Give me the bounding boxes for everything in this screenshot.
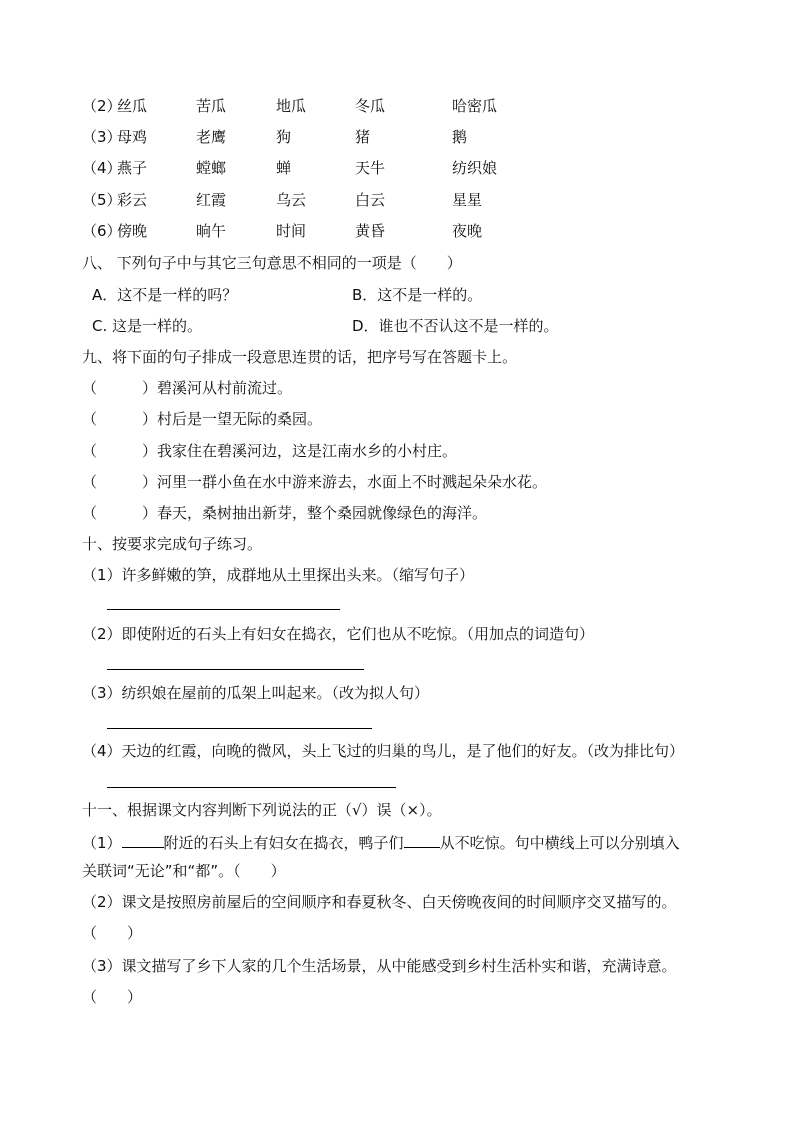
word: 苦瓜 (196, 97, 227, 115)
q8-title: 八、 下列句子中与其它三句意思不相同的一项是（ ） (82, 254, 462, 272)
answer-line[interactable] (107, 728, 372, 729)
word: 丝瓜 (117, 97, 148, 115)
q10-item: （1）许多鲜嫩的笋，成群地从土里探出头来。（缩写句子） (82, 566, 475, 584)
word: 鹅 (452, 128, 468, 146)
row-number: （6） (82, 222, 122, 240)
word: 星星 (452, 191, 483, 209)
word: 红霞 (196, 191, 227, 209)
q9-item: （ ）春天，桑树抽出新芽，整个桑园就像绿色的海洋。 (82, 504, 488, 522)
word: 夜晚 (452, 222, 483, 240)
word: 天牛 (355, 159, 386, 177)
q11-item-2: （2）课文是按照房前屋后的空间顺序和春夏秋冬、白天傍晚夜间的时间顺序交叉描写的。 (82, 893, 677, 911)
q9-item: （ ）河里一群小鱼在水中游来游去，水面上不时溅起朵朵水花。 (82, 473, 548, 491)
item-text: 附近的石头上有妇女在捣衣，鸭子们 (163, 834, 404, 852)
word: 时间 (276, 222, 307, 240)
q9-item: （ ）碧溪河从村前流过。 (82, 379, 293, 397)
word: 纺织娘 (452, 159, 498, 177)
answer-line[interactable] (107, 669, 364, 670)
word: 螳螂 (196, 159, 227, 177)
q10-title: 十、按要求完成句子练习。 (82, 535, 263, 553)
word: 猪 (355, 128, 371, 146)
word: 彩云 (117, 191, 148, 209)
row-number: （4） (82, 159, 122, 177)
q9-title: 九、将下面的句子排成一段意思连贯的话，把序号写在答题卡上。 (82, 348, 518, 366)
word: 傍晚 (117, 222, 148, 240)
fill-blank-1[interactable] (122, 832, 164, 848)
word: 蝉 (276, 159, 292, 177)
row-number: （5） (82, 191, 122, 209)
word: 哈密瓜 (452, 97, 498, 115)
q8-option-a: A．这不是一样的吗？ (92, 286, 238, 304)
fill-blank-2[interactable] (404, 832, 440, 848)
q9-item: （ ）我家住在碧溪河边，这是江南水乡的小村庄。 (82, 442, 458, 460)
answer-paren[interactable]: （ ） (82, 924, 143, 942)
q8-option-c: C. 这是一样的。 (92, 317, 203, 335)
word: 黄昏 (355, 222, 386, 240)
word: 狗 (276, 128, 292, 146)
q9-item: （ ）村后是一望无际的桑园。 (82, 410, 323, 428)
answer-line[interactable] (107, 609, 340, 610)
q10-item: （2）即使附近的石头上有妇女在捣衣，它们也从不吃惊。（用加点的词造句） (82, 625, 595, 643)
q10-item: （3）纺织娘在屋前的瓜架上叫起来。（改为拟人句） (82, 684, 430, 702)
item-text: 从不吃惊。句中横线上可以分别填入 (439, 834, 680, 852)
q11-item-3: （3）课文描写了乡下人家的几个生活场景，从中能感受到乡村生活朴实和谐，充满诗意。 (82, 957, 677, 975)
q11-item-1 (82, 832, 680, 852)
row-number: （3） (82, 128, 122, 146)
word: 母鸡 (117, 128, 148, 146)
word: 冬瓜 (355, 97, 386, 115)
word: 燕子 (117, 159, 148, 177)
answer-paren[interactable]: （ ） (82, 988, 143, 1006)
word: 乌云 (276, 191, 307, 209)
word: 白云 (355, 191, 386, 209)
q10-item: （4）天边的红霞，向晚的微风，头上飞过的归巢的鸟儿，是了他们的好友。（改为排比句） (82, 742, 685, 760)
q8-option-d: D．谁也不否认这不是一样的。 (352, 317, 559, 335)
q11-item-1-line2: 关联词“无论”和“都”。（ ） (82, 862, 286, 880)
word: 老鹰 (196, 128, 227, 146)
word: 晌午 (196, 222, 227, 240)
row-number: （2） (82, 97, 122, 115)
q8-option-b: B．这不是一样的。 (352, 286, 483, 304)
answer-line[interactable] (107, 787, 396, 788)
item-number: （1） (82, 834, 122, 852)
word: 地瓜 (276, 97, 307, 115)
q11-title: 十一、根据课文内容判断下列说法的正（√）误（×）。 (82, 801, 442, 819)
